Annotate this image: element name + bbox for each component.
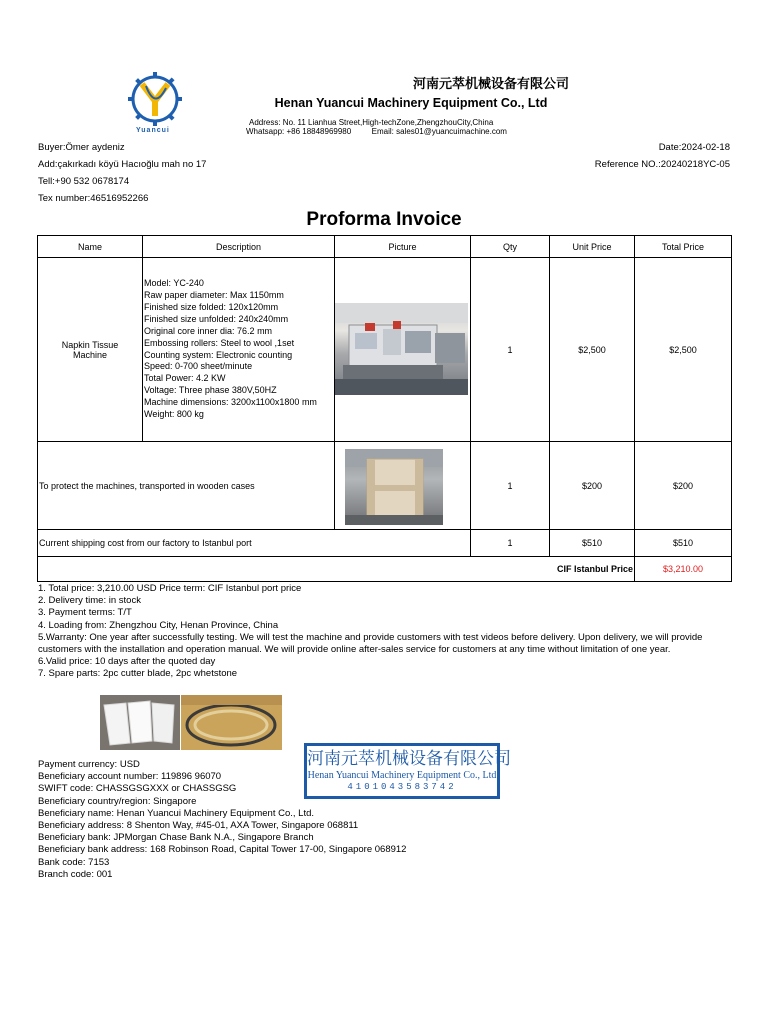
- col-header-name: Name: [38, 236, 143, 258]
- stamp-line-en: Henan Yuancui Machinery Equipment Co., Ltd: [307, 770, 497, 781]
- bank-line: Beneficiary name: Henan Yuancui Machinery Equipment Co., Ltd.: [38, 807, 315, 819]
- desc-line: Raw paper diameter: Max 1150mm: [144, 289, 284, 300]
- bank-line: Branch code: 001: [38, 868, 113, 880]
- company-name-cn: 河南元萃机械设备有限公司: [412, 77, 569, 92]
- whetstone-photo: [181, 695, 282, 750]
- col-header-picture: Picture: [335, 236, 471, 258]
- desc-line: Machine dimensions: 3200x1100x1800 mm: [144, 397, 317, 408]
- bank-line: Bank code: 7153: [38, 856, 110, 868]
- col-header-unit-price: Unit Price: [550, 236, 635, 258]
- bank-line: Beneficiary account number: 119896 96070: [38, 771, 222, 783]
- wooden-case-photo: [345, 449, 443, 525]
- desc-line: Model: YC-240: [144, 278, 204, 289]
- desc-line: Counting system: Electronic counting: [144, 349, 293, 360]
- buyer-address: Add:çakırkadı köyü Hacıoğlu mah no 17: [38, 159, 207, 170]
- total-value: $3,210.00: [635, 557, 732, 582]
- term-item: 2. Delivery time: in stock: [38, 595, 141, 607]
- stamp-line-cn: 河南元萃机械设备有限公司: [307, 749, 511, 769]
- desc-line: Speed: 0-700 sheet/minute: [144, 361, 253, 372]
- item-picture-cell: [335, 442, 471, 530]
- term-item: 7. Spare parts: 2pc cutter blade, 2pc whetstone: [38, 668, 238, 680]
- item-name: Current shipping cost from our factory to Istanbul port: [38, 530, 471, 557]
- company-contact: [246, 127, 507, 136]
- item-qty: 1: [471, 258, 550, 442]
- desc-line: Total Power: 4.2 KW: [144, 373, 226, 384]
- company-name-en: Henan Yuancui Machinery Equipment Co., Ltd: [274, 96, 548, 110]
- desc-line: Finished size folded: 120x120mm: [144, 301, 279, 312]
- item-total-price: $2,500: [635, 258, 732, 442]
- bank-line: SWIFT code: CHASSGSGXXX or CHASSGSG: [38, 783, 237, 795]
- table-total-row: [38, 557, 732, 582]
- buyer-name: Buyer:Ömer aydeniz: [38, 142, 125, 153]
- term-item: 6.Valid price: 10 days after the quoted day: [38, 656, 216, 668]
- item-name: Napkin Tissue Machine: [38, 258, 143, 442]
- item-unit-price: $2,500: [550, 258, 635, 442]
- desc-line: Original core inner dia: 76.2 mm: [144, 325, 273, 336]
- bank-line: Payment currency: USD: [38, 759, 140, 770]
- company-stamp: [304, 743, 511, 799]
- machine-photo: [335, 303, 468, 395]
- logo-text: Yuancui: [136, 127, 170, 134]
- item-total-price: $510: [635, 530, 732, 557]
- buyer-tel: Tell:+90 532 0678174: [38, 176, 130, 187]
- item-unit-price: $510: [550, 530, 635, 557]
- desc-line: Finished size unfolded: 240x240mm: [144, 313, 289, 324]
- term-item: 3. Payment terms: T/T: [38, 607, 132, 619]
- invoice-date: Date:2024-02-18: [658, 142, 730, 153]
- document-title: Proforma Invoice: [306, 209, 462, 230]
- col-header-qty: Qty: [471, 236, 550, 258]
- col-header-description: Description: [143, 236, 335, 258]
- total-label: CIF Istanbul Price: [38, 557, 635, 582]
- bank-line: Beneficiary bank address: 168 Robinson Road, Capital Tower 17-00, Singapore 068912: [38, 844, 407, 856]
- item-qty: 1: [471, 530, 550, 557]
- table-header-row: [38, 236, 732, 258]
- desc-line: Embossing rollers: Steel to wool ,1set: [144, 337, 295, 348]
- term-item: 1. Total price: 3,210.00 USD Price term: CIF Istanbul port price: [38, 583, 302, 594]
- item-qty: 1: [471, 442, 550, 530]
- bank-line: Beneficiary address: 8 Shenton Way, #45-01, AXA Tower, Singapore 068811: [38, 820, 359, 832]
- company-whatsapp: Whatsapp: +86 18848969980: [246, 127, 352, 136]
- item-name: To protect the machines, transported in wooden cases: [38, 442, 335, 530]
- table-row: [38, 258, 732, 442]
- bank-line: Beneficiary bank: JPMorgan Chase Bank N.A., Singapore Branch: [38, 832, 314, 844]
- item-description: [143, 258, 335, 442]
- buyer-tax-number: Tex number:46516952266: [38, 193, 149, 204]
- invoice-reference: Reference NO.:20240218YC-05: [594, 159, 730, 170]
- item-total-price: $200: [635, 442, 732, 530]
- item-unit-price: $200: [550, 442, 635, 530]
- term-item: 4. Loading from: Zhengzhou City, Henan Province, China: [38, 619, 279, 631]
- col-header-total-price: Total Price: [635, 236, 732, 258]
- company-address: Address: No. 11 Lianhua Street,High-techZone,ZhengzhouCity,China: [249, 118, 494, 127]
- desc-line: Voltage: Three phase 380V,50HZ: [144, 385, 277, 396]
- cutter-blade-photo: [100, 695, 180, 750]
- desc-line: Weight: 800 kg: [144, 409, 204, 420]
- terms-list: [38, 583, 732, 681]
- term-item: 5.Warranty: One year after successfully testing. We will test the machine and provide customers with test videos before delivery. Upon delivery, we will provide customers with the installation and operation manual. We will provide online after-sales service for customers at any time without limitation of one year.: [38, 631, 703, 656]
- stamp-line-code: 4101043583742: [347, 782, 457, 792]
- table-row: [38, 530, 732, 557]
- invoice-table: [37, 235, 732, 582]
- company-email[interactable]: Email: sales01@yuancuimachine.com: [371, 127, 507, 136]
- table-row: [38, 442, 732, 530]
- item-picture-cell: [335, 258, 471, 442]
- bank-line: Beneficiary country/region: Singapore: [38, 795, 197, 807]
